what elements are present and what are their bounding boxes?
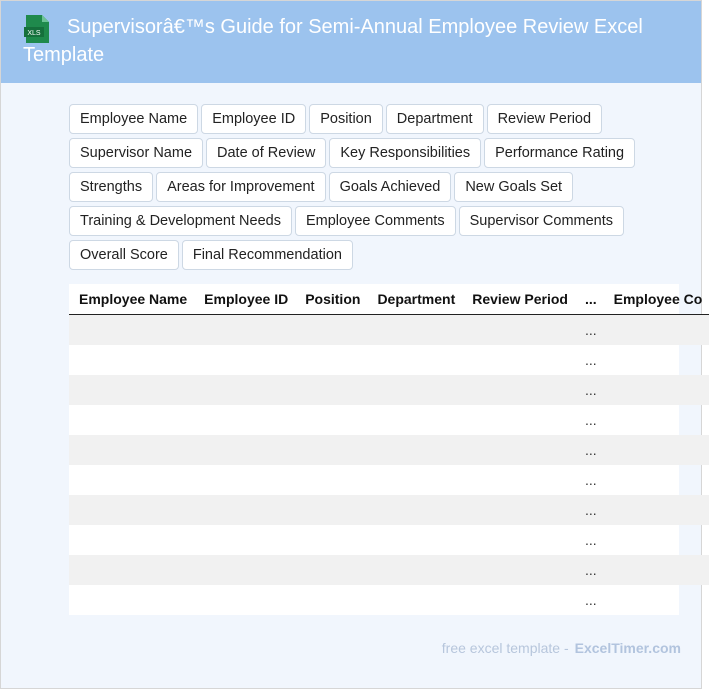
table-cell[interactable] xyxy=(462,555,575,585)
table-row xyxy=(69,405,709,435)
table-row xyxy=(69,555,709,585)
table-cell[interactable] xyxy=(69,495,194,525)
field-tag[interactable]: New Goals Set xyxy=(454,172,573,202)
footer-text: free excel template - xyxy=(441,640,569,656)
table-cell[interactable] xyxy=(462,465,575,495)
field-tag[interactable]: Training & Development Needs xyxy=(69,206,292,236)
table-cell[interactable] xyxy=(69,405,194,435)
header xyxy=(1,1,701,83)
table-cell[interactable] xyxy=(367,405,462,435)
column-header[interactable]: ... xyxy=(575,284,604,315)
table-cell[interactable] xyxy=(367,435,462,465)
field-tag[interactable]: Performance Rating xyxy=(484,138,635,168)
field-tag[interactable]: Employee Comments xyxy=(295,206,456,236)
field-tag[interactable]: Areas for Improvement xyxy=(156,172,325,202)
table-row xyxy=(69,495,709,525)
column-header[interactable]: Position xyxy=(295,284,367,315)
field-tag[interactable]: Strengths xyxy=(69,172,153,202)
field-tag[interactable]: Employee ID xyxy=(201,104,306,134)
table-row xyxy=(69,375,709,405)
table-cell[interactable] xyxy=(69,525,194,555)
table-row xyxy=(69,315,709,346)
field-tag[interactable]: Department xyxy=(386,104,484,134)
table-cell[interactable] xyxy=(295,555,367,585)
table-cell[interactable] xyxy=(194,465,295,495)
table-cell[interactable] xyxy=(194,345,295,375)
table-cell[interactable] xyxy=(604,465,709,495)
field-tag[interactable]: Review Period xyxy=(487,104,603,134)
field-tag[interactable]: Overall Score xyxy=(69,240,179,270)
table-cell[interactable] xyxy=(462,585,575,615)
field-tag[interactable]: Position xyxy=(309,104,383,134)
table-cell[interactable]: ... xyxy=(584,472,597,488)
field-tag[interactable]: Date of Review xyxy=(206,138,326,168)
table-cell[interactable] xyxy=(462,345,575,375)
table-cell[interactable]: ... xyxy=(575,555,604,585)
table-cell[interactable] xyxy=(194,375,295,405)
table-cell[interactable] xyxy=(69,315,194,346)
review-table xyxy=(69,284,703,615)
table-cell[interactable] xyxy=(367,375,462,405)
table-cell[interactable] xyxy=(194,585,295,615)
table-cell[interactable] xyxy=(462,495,575,525)
table-cell[interactable] xyxy=(295,375,367,405)
table-row xyxy=(69,345,709,375)
table-cell[interactable] xyxy=(194,405,295,435)
table-cell[interactable] xyxy=(69,375,194,405)
column-header[interactable]: Employee Co xyxy=(604,284,709,315)
table-cell[interactable]: ... xyxy=(575,315,604,346)
table-cell[interactable] xyxy=(194,495,295,525)
table-cell[interactable] xyxy=(194,435,295,465)
table-cell[interactable]: ... xyxy=(584,592,597,608)
table-cell[interactable] xyxy=(295,525,367,555)
xls-file-icon xyxy=(22,14,52,44)
table-cell[interactable]: ... xyxy=(575,435,604,465)
table-cell[interactable] xyxy=(367,465,462,495)
column-header[interactable]: Department xyxy=(367,284,462,315)
table-cell[interactable] xyxy=(604,375,709,405)
table-cell[interactable] xyxy=(462,315,575,346)
page-title: Supervisorâ€™s Guide for Semi-Annual Employee Review Excel Template xyxy=(23,16,643,66)
table-cell[interactable] xyxy=(69,465,194,495)
table-cell[interactable]: ... xyxy=(584,532,597,548)
column-header[interactable]: Employee ID xyxy=(194,284,295,315)
table-cell[interactable] xyxy=(367,525,462,555)
table-cell[interactable] xyxy=(295,585,367,615)
table-row xyxy=(69,435,709,465)
table-cell[interactable] xyxy=(604,585,709,615)
field-tag[interactable]: Supervisor Name xyxy=(69,138,203,168)
footer xyxy=(442,640,681,656)
table-cell[interactable] xyxy=(604,315,709,346)
table-cell[interactable] xyxy=(295,465,367,495)
table-cell[interactable] xyxy=(295,435,367,465)
column-header[interactable]: Employee Name xyxy=(69,284,194,315)
field-tag-list xyxy=(69,104,679,270)
table-cell[interactable] xyxy=(295,345,367,375)
table-cell[interactable] xyxy=(604,495,709,525)
column-header[interactable]: Review Period xyxy=(462,284,575,315)
field-tag[interactable]: Employee Name xyxy=(69,104,198,134)
table-cell[interactable]: ... xyxy=(584,352,597,368)
xls-icon-label: XLS xyxy=(27,30,41,37)
table-header-row xyxy=(69,284,709,315)
field-tag[interactable]: Supervisor Comments xyxy=(459,206,624,236)
field-tag[interactable]: Key Responsibilities xyxy=(329,138,481,168)
table-cell[interactable] xyxy=(367,495,462,525)
table-cell[interactable] xyxy=(69,585,194,615)
table-cell[interactable] xyxy=(295,495,367,525)
table-cell[interactable] xyxy=(69,345,194,375)
table-cell[interactable] xyxy=(604,525,709,555)
table-cell[interactable] xyxy=(604,555,709,585)
field-tag[interactable]: Final Recommendation xyxy=(182,240,353,270)
table-cell[interactable] xyxy=(194,315,295,346)
table-row xyxy=(69,585,709,615)
table-cell[interactable]: ... xyxy=(584,412,597,428)
footer-brand-link[interactable]: ExcelTimer.com xyxy=(574,640,681,656)
table-cell[interactable] xyxy=(604,345,709,375)
table-cell[interactable] xyxy=(367,315,462,346)
table-cell[interactable] xyxy=(367,345,462,375)
table-cell[interactable] xyxy=(462,525,575,555)
table-row xyxy=(69,465,709,495)
table-cell[interactable] xyxy=(604,435,709,465)
table-cell[interactable] xyxy=(367,555,462,585)
table-cell[interactable] xyxy=(367,585,462,615)
table-cell[interactable] xyxy=(462,375,575,405)
table-cell[interactable] xyxy=(194,555,295,585)
table-cell[interactable] xyxy=(295,405,367,435)
table-cell[interactable] xyxy=(462,405,575,435)
table-cell[interactable] xyxy=(194,525,295,555)
field-tag[interactable]: Goals Achieved xyxy=(329,172,452,202)
table-cell[interactable]: ... xyxy=(575,495,604,525)
table-cell[interactable]: ... xyxy=(575,375,604,405)
table-cell[interactable] xyxy=(69,435,194,465)
table-cell[interactable] xyxy=(462,435,575,465)
table-cell[interactable] xyxy=(295,315,367,346)
table-row xyxy=(69,525,709,555)
table-cell[interactable] xyxy=(69,555,194,585)
table-cell[interactable] xyxy=(604,405,709,435)
